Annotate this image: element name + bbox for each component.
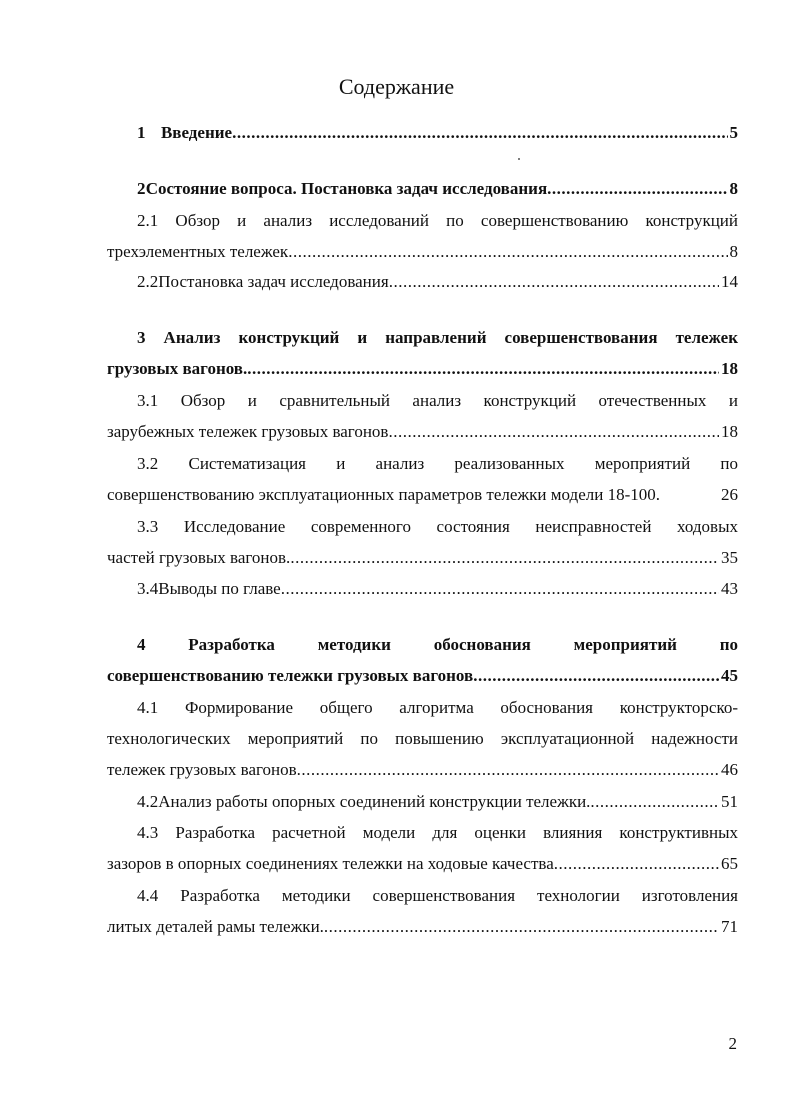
toc-entry-4-1-line3[interactable] — [107, 758, 738, 782]
leader-dots — [547, 177, 727, 201]
toc-entry-ch4-line2[interactable] — [107, 664, 738, 688]
toc-title-cont: литых деталей рамы тележки. — [107, 917, 324, 936]
toc-number: 3.4 — [137, 579, 159, 598]
leader-dots — [554, 852, 719, 876]
leader-dots — [232, 121, 727, 145]
page-number: 2 — [728, 1034, 737, 1053]
leader-dots — [297, 758, 719, 782]
toc-title-cont: технологических мероприятий по повышению эксплуатационной надежности — [107, 729, 738, 748]
toc-title-cont: трехэлементных тележек — [107, 242, 289, 261]
toc-title: Разработка методики совершенствования технологии изготовления — [180, 886, 738, 905]
toc-entry-4-2[interactable] — [107, 790, 738, 814]
toc-page: 26 — [721, 485, 738, 504]
toc-number: 4 — [137, 635, 146, 654]
leader-dots — [590, 790, 719, 814]
toc-entry-4-3-line2[interactable] — [107, 852, 738, 876]
toc-title: Систематизация и анализ реализованных мероприятий по — [188, 454, 739, 473]
toc-title-cont: тележек грузовых вагонов — [107, 760, 297, 779]
toc-title: Состояние вопроса. Постановка задач исследования — [145, 179, 548, 198]
toc-title: Разработка методики обоснования мероприятий по — [188, 635, 739, 654]
toc-entry-ch1[interactable] — [107, 121, 738, 145]
toc-entry-2-1-line1[interactable] — [107, 209, 738, 233]
toc-number: 3 — [137, 328, 146, 347]
scan-speck — [518, 158, 520, 160]
leader-dots — [247, 357, 719, 381]
toc-entry-ch2[interactable] — [107, 177, 738, 201]
toc-title: Анализ работы опорных соединений конструкции тележки. — [158, 792, 591, 811]
toc-entry-3-2-line2[interactable] — [107, 483, 738, 507]
toc-page: 18 — [721, 422, 738, 441]
toc-number: 4.2 — [137, 792, 159, 811]
toc-title: Введение — [160, 123, 233, 142]
toc-entry-ch4-line1[interactable] — [107, 633, 738, 657]
toc-entry-2-1-line2[interactable] — [107, 240, 738, 264]
toc-title-cont: совершенствованию тележки грузовых вагонов — [107, 666, 474, 685]
toc-number: 4.1 — [137, 698, 159, 717]
toc-entry-3-1-line1[interactable] — [107, 389, 738, 413]
toc-page: 8 — [729, 179, 738, 198]
toc-title: Формирование общего алгоритма обоснования конструкторско- — [184, 698, 738, 717]
toc-number: 2 — [137, 179, 146, 198]
leader-dots — [288, 240, 727, 264]
toc-entry-3-3-line2[interactable] — [107, 546, 738, 570]
toc-number: 2.1 — [137, 211, 159, 230]
toc-title: Выводы по главе — [158, 579, 281, 598]
toc-page: 5 — [729, 123, 738, 142]
toc-entry-3-1-line2[interactable] — [107, 420, 738, 444]
toc-page: 8 — [729, 242, 738, 261]
toc-title: Обзор и сравнительный анализ конструкций отечественных и — [180, 391, 739, 410]
toc-page: 46 — [721, 760, 738, 779]
toc-entry-3-3-line1[interactable] — [107, 515, 738, 539]
toc-title: Постановка задач исследования — [158, 272, 389, 291]
toc-page: 71 — [721, 917, 738, 936]
toc-entry-3-4[interactable] — [107, 577, 738, 601]
toc-entry-3-2-line1[interactable] — [107, 452, 738, 476]
toc-title-cont: частей грузовых вагонов. — [107, 548, 291, 567]
toc-title-cont: грузовых вагонов. — [107, 359, 248, 378]
toc-title: Исследование современного состояния неисправностей ходовых — [183, 517, 738, 536]
toc-entry-ch3-line1[interactable] — [107, 326, 738, 350]
toc-entry-ch3-line2[interactable] — [107, 357, 738, 381]
leader-dots — [473, 664, 719, 688]
toc-number: 3.2 — [137, 454, 159, 473]
toc-entry-2-2[interactable] — [107, 270, 738, 294]
toc-page: 65 — [721, 854, 738, 873]
toc-entry-4-3-line1[interactable] — [107, 821, 738, 845]
toc-number: 2.2 — [137, 272, 159, 291]
toc-entry-4-1-line2[interactable] — [107, 727, 738, 751]
toc-number: 3.1 — [137, 391, 159, 410]
toc-title: Обзор и анализ исследований по совершенствованию конструкций — [175, 211, 738, 230]
toc-page: 45 — [721, 666, 738, 685]
toc-page: 43 — [721, 579, 738, 598]
leader-dots — [324, 915, 719, 939]
leader-dots — [389, 270, 719, 294]
toc-title-cont: зазоров в опорных соединениях тележки на ходовые качества — [107, 854, 554, 873]
leader-dots — [281, 577, 719, 601]
toc-entry-4-1-line1[interactable] — [107, 696, 738, 720]
toc-title: Разработка расчетной модели для оценки влияния конструктивных — [175, 823, 738, 842]
toc-entry-4-4-line2[interactable] — [107, 915, 738, 939]
toc-number: 4.4 — [137, 886, 159, 905]
toc-page: 51 — [721, 792, 738, 811]
toc-number: 3.3 — [137, 517, 159, 536]
toc-title-cont: зарубежных тележек грузовых вагонов — [107, 422, 389, 441]
toc-number: 1 — [137, 123, 146, 142]
toc-number: 4.3 — [137, 823, 159, 842]
leader-dots — [290, 546, 719, 570]
toc-title-cont: совершенствованию эксплуатационных параметров тележки модели 18-100. — [107, 485, 660, 504]
toc-page: 35 — [721, 548, 738, 567]
toc-entry-4-4-line1[interactable] — [107, 884, 738, 908]
leader-dots — [388, 420, 719, 444]
toc-page: 18 — [721, 359, 738, 378]
page-title: Содержание — [338, 74, 455, 99]
toc-page: 14 — [721, 272, 738, 291]
toc-title: Анализ конструкций и направлений совершенствования тележек — [163, 328, 738, 347]
